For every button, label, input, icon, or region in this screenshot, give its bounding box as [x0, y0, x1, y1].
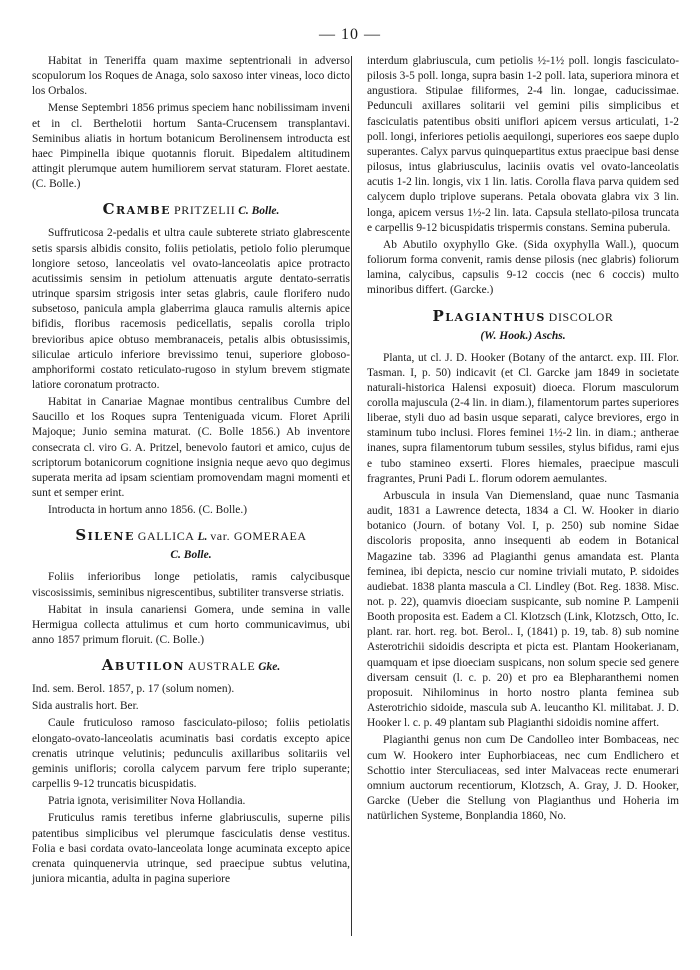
author-name: C. Bolle. [170, 549, 212, 562]
paragraph: interdum glabriuscula, cum petiolis ½-1½ poll. longis fasciculato-pilosis 3-5 poll. longa, supra basin 1-2 poll. lata, superiora minora et angustiora. Stipulae filiformes, 2-4 lin. longae, caducissimae. Pedunculi axillares solitarii vel gemini pilis simplicibus et fasciculatis patentibus obsiti uniflori apicem versus articulati, 1-2 poll. longi, inferiores petiolis aequilongi, superiores eos saepe duplo superantes. Calyx parvus quinquepartitus extus praecipue basi dense pilosus, intus glabriusculus, laciniis ovatis vel ovato-lanceolatis acutis 1-2 lin. longis, vix 1 lin. latis. Corolla flava parva quidem sed calycem duplo triplove superans. Petala obovata glabra vix 3 lin. longa, apicem versus 1½-2 lin. lata. Capsula stellato-pilosa truncata e carpellis 9-12 bicuspidatis trispermis constans. Semina puberula. [367, 55, 679, 234]
paragraph: Suffruticosa 2-pedalis et ultra caule subterete striato glabrescente setis sparsis albidis consito, foliis petiolatis, petiolo folio plerumque longiore setoso, lanceolatis vel ovato-lanceolatis apice protracto acutissimis sensim in petiolum attenuatis argute dentato-serratis utrinque sparsim strigosis inter setas glabris, caule florifero nudo subsetoso, panicula ampla glaberrima glauca ramulis alternis apice bifidis, floribus racemosis pedicellatis, sepalis corolla triplo brevioribus apice obtuso membranaceis, petalis albis obtusissimis, siliculae articulo inferiore brevissimo tenui, superiore globoso-amphoriformi costato reticulato-rugoso in stylum brevem stigmate latiore coronatum protracto. [32, 227, 350, 391]
genus-name: Silene [75, 526, 135, 545]
species-name: GALLICA [137, 529, 195, 544]
species-heading-plagianthus [367, 307, 679, 345]
species-heading-crambe [32, 200, 350, 220]
paragraph: Arbuscula in insula Van Diemensland, quae nunc Tasmania audit, 1831 a Lawrence detecta, 1834 a Cl. W. Hooker in diario botanico (Journ. of botany Vol. I, p. 250) sub nomine Sidae discoloris proposita, anno insequenti ab eodem in Botanical Magazine tab. 3396 ad Plagianthi genus amandata est. Planta feminea, ibi depicta, nescio cur nomine triviali mutato, P. sidoides audiebat. 1838 planta mascula a Cl. Lindley (Bot. Reg. 1838. Misc. not. p. 22), quamvis dioeciam suspicante, sub nomine P. Lampenii Booth proposita est. Eadem a Cl. Klotzsch (Link, Klotzsch, Otto, Ic. plant. rar. hort. reg. bot. Berol.. I, (1841) p. 19, tab. 8) sub nomine Asterotrichii sidoidis descripta et picta est. Plantam Hookerianam, quamquam et ipse dioeciam suspicans, non solum specie sed genere diversam censuit (l. c. p. 20) et pro ea Blepharanthemi nomen proposuit. Nihilominus in horto nostro planta feminea sub Asterotrichio sidoide, mascula sub A. leucantho Kl. militabat. J. D. Hooker l. c. p. 49 plantam sub Plagianthi sidoidis nomine affert. [367, 489, 679, 730]
author-name: L. [197, 531, 208, 544]
reference-line: Ind. sem. Berol. 1857, p. 17 (solum nomen). [32, 683, 235, 696]
right-column [367, 54, 679, 826]
paragraph: Habitat in Canariae Magnae montibus centralibus Cumbre del Saucillo et los Roques supra Tenteniguada vicum. Floret Aprili Majoque; Junio semina maturat. (C. Bolle 1856.) Ab inventore consecrata cl. viro G. A. Pritzel, benevolo fautori et amico, cujus de scriptorum botanicorum cognitione insignia neque aevo quo degimus superata merita ad ipsam scientiam promovendam magni momenti et sunt et semper erint. [32, 396, 350, 500]
variety-name: var. GOMERAEA [210, 529, 307, 544]
author-name: C. Bolle. [238, 205, 280, 218]
paragraph: Foliis inferioribus longe petiolatis, ramis calycibusque viscosissimis, seminibus nigrescentibus, subtiliter transverse striatis. [32, 571, 350, 599]
author-name: (W. Hook.) Aschs. [480, 329, 566, 342]
genus-name: Plagianthus [432, 306, 546, 325]
column-divider [351, 56, 352, 936]
paragraph: Habitat in insula canariensi Gomera, unde semina in valle Hermigua collecta attulimus et cum horto communicavimus, ubi anno 1857 primum floruit. (C. Bolle.) [32, 603, 350, 646]
species-heading-abutilon [32, 656, 350, 676]
paragraph: Plagianthi genus non cum De Candolleo inter Bombaceas, nec cum W. Hookero inter Euphorbiaceas, nec cum Endlichero et Schottio inter Sterculiaceas, sed inter Malvaceas recte enumerari omnium auctorum recentiorum, Klotzsch, A. Gray, J. D. Hooker, Garcke (Ueber die Stellung von Plagianthus und Hoheria im natürlichen Systeme, Bonplandia 1860, No. [367, 734, 679, 823]
species-name: PRITZELII [173, 203, 236, 218]
synonym-line: Sida australis hort. Ber. [32, 700, 139, 713]
paragraph: Planta, ut cl. J. D. Hooker (Botany of the antarct. exp. III. Flor. Tasman. I, p. 50) indicavit (et Cl. Garcke jam 1849 in societate naturali-historica Halensi exposuit) dioeca. Florum masculorum corolla majuscula (2-4 lin. in diam.), filamentorum partes superiores liberae, styli duo ad basin usque separati, calyce breviores, ergo in staminum tubo inclusi. Flores feminei 1½-2 lin. in diam.; antherae inanes, supra filamentorum tubum sessiles, stylus bifidus, rami ejus e tubo stamineo exserti. Flores hiemales, praecipue masculi fragrantes, Pruni Padi L. florum odorem aemulantes. [367, 351, 679, 485]
page-number: — 10 — [319, 26, 381, 43]
species-name: AUSTRALE [187, 659, 256, 674]
paragraph: Caule fruticuloso ramoso fasciculato-piloso; foliis petiolatis elongato-ovato-lanceolatis acuminatis basi cordatis excepto apice crenatis utrinque velutinis; pedunculis axillaribus solitariis vel geminis unifloris; corolla calycem parvum fere triplo superante; carpellis 9-12 truncatis bicuspidatis. [32, 717, 350, 791]
paragraph: Habitat in Teneriffa quam maxime septentrionali in adverso scopulorum los Roques de Anaga, solo saxoso inter vineas, loco dicto los Orbalos. [32, 55, 350, 98]
paragraph: Ab Abutilo oxyphyllo Gke. (Sida oxyphylla Wall.), quocum foliorum forma convenit, ramis dense pilosis (nec glabris) foliorum lamina, calycibus, capsulis 9-12 coccis (nec 6 coccis) multo minoribus differt. (Garcke.) [367, 238, 679, 297]
species-heading-silene [32, 526, 350, 564]
paragraph: Mense Septembri 1856 primus speciem hanc nobilissimam inveni et in cl. Berthelotii hortum Santa-Crucensem transplantavi. Seminibus aliatis in hortum botanicum Berolinensem introducta est haec Pimpinella ibique quotannis floruit. Bipedalem altitudinem attingit plerumque autem humiliorem servat staturam. Floret aestate. (C. Bolle.) [32, 102, 350, 191]
left-column [32, 54, 350, 889]
author-name: Gke. [258, 661, 281, 674]
paragraph: Introducta in hortum anno 1856. (C. Bolle.) [48, 504, 247, 517]
species-name: DISCOLOR [548, 309, 614, 324]
paragraph: Patria ignota, verisimiliter Nova Hollandia. [48, 795, 246, 808]
genus-name: Abutilon [101, 656, 185, 675]
genus-name: Crambe [102, 200, 172, 219]
paragraph: Fruticulus ramis teretibus inferne glabriusculis, superne pilis patentibus simplicibus vel plerumque fasciculatis dense vestitus. Folia e basi cordata ovato-lanceolata longe acuminata excepto apice crenata quinquenervia utrinque, sed praecipue subtus velutina, juniora micantia, adulta in pagina superiore [32, 812, 350, 886]
